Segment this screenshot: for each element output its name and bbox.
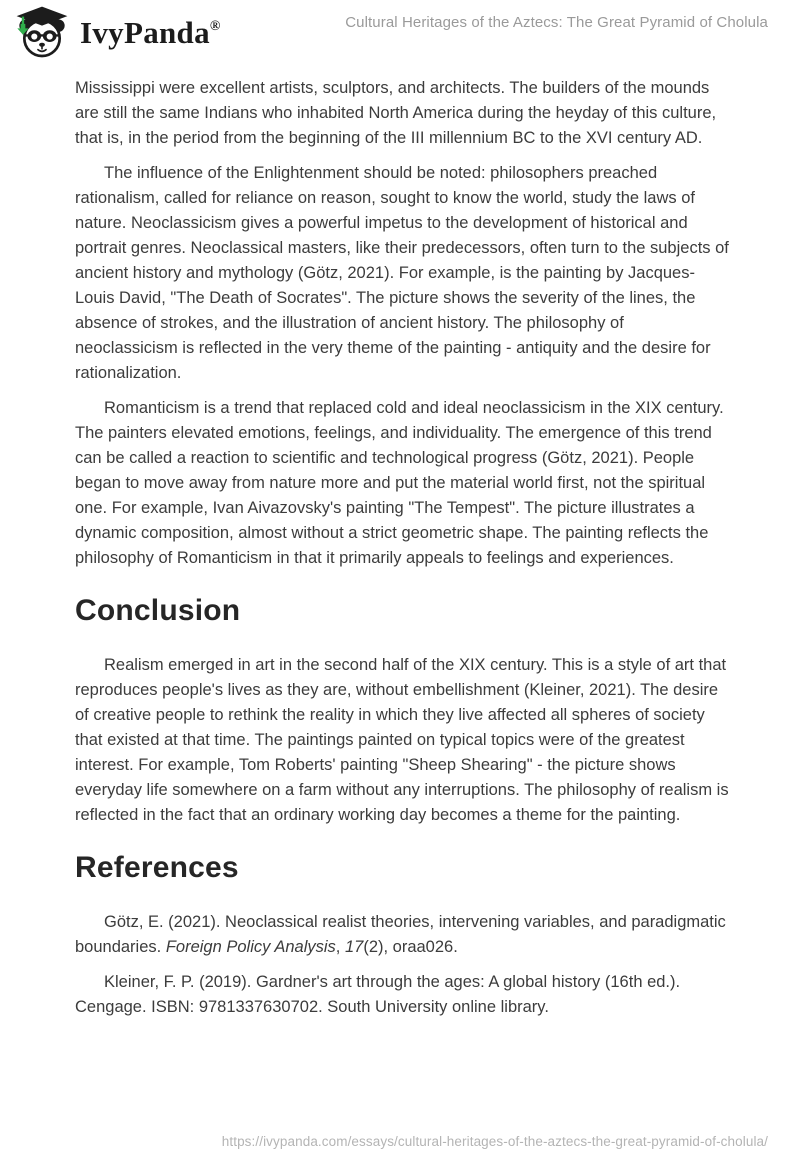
document-header-title: Cultural Heritages of the Aztecs: The Great Pyramid of Cholula <box>345 14 768 31</box>
logo-wordmark <box>80 14 221 50</box>
references-heading: References <box>75 851 239 884</box>
body-paragraph: Mississippi were excellent artists, sculptors, and architects. The builders of the mounds are still the same Indians who inhabited North America during the heyday of this culture, that is, in the period from the beginning of the III millennium BC to the XVI century AD. <box>75 79 717 147</box>
ivypanda-logo <box>13 5 221 59</box>
body-paragraph: Realism emerged in art in the second half of the XIX century. This is a style of art that reproduces people's lives as they are, without embellishment (Kleiner, 2021). The desire of creative people to rethink the reality in which they live affected all spheres of society that existed at that time. The paintings painted on typical topics were of the greatest interest. For example, Tom Roberts' painting "Sheep Shearing" - the picture shows everyday life somewhere on a farm without any interruptions. The philosophy of realism is reflected in the fact that an ordinary working day becomes a theme for the painting. <box>75 656 729 824</box>
reference-entry: Götz, E. (2021). Neoclassical realist theories, intervening variables, and paradigmatic boundaries. Foreign Policy Analysis, 17(2), oraa026. <box>75 913 726 956</box>
body-paragraph: Romanticism is a trend that replaced cold and ideal neoclassicism in the XIX century. The painters elevated emotions, feelings, and individuality. The emergence of this trend can be called a reaction to scientific and technological progress (Götz, 2021). People began to move away from nature more and put the material world first, not the spiritual one. For example, Ivan Aivazovsky's painting "The Tempest". The picture illustrates a dynamic composition, almost without a strict geometric shape. The painting reflects the philosophy of Romanticism in that it primarily appeals to feelings and experiences. <box>75 399 724 567</box>
registered-trademark-mark: ® <box>209 18 221 34</box>
source-url: https://ivypanda.com/essays/cultural-heritages-of-the-aztecs-the-great-pyramid-of-cholula/ <box>221 1134 768 1149</box>
panda-graduation-cap-icon <box>13 5 71 59</box>
essay-body <box>75 76 731 1030</box>
page-header <box>0 0 800 66</box>
conclusion-heading: Conclusion <box>75 594 241 627</box>
reference-entry: Kleiner, F. P. (2019). Gardner's art through the ages: A global history (16th ed.). Cengage. ISBN: 9781337630702. South University online library. <box>75 973 681 1016</box>
body-paragraph: The influence of the Enlightenment should be noted: philosophers preached rationalism, called for reliance on reason, sought to know the world, study the laws of nature. Neoclassicism gives a powerful impetus to the development of historical and portrait genres. Neoclassical masters, like their predecessors, often turn to the subjects of ancient history and mythology (Götz, 2021). For example, is the painting by Jacques-Louis David, "The Death of Socrates". The picture shows the severity of the lines, the absence of strokes, and the illustration of ancient history. The philosophy of neoclassicism is reflected in the very theme of the painting - antiquity and the desire for rationalization. <box>75 164 729 382</box>
logo-text: IvyPanda <box>80 14 210 50</box>
